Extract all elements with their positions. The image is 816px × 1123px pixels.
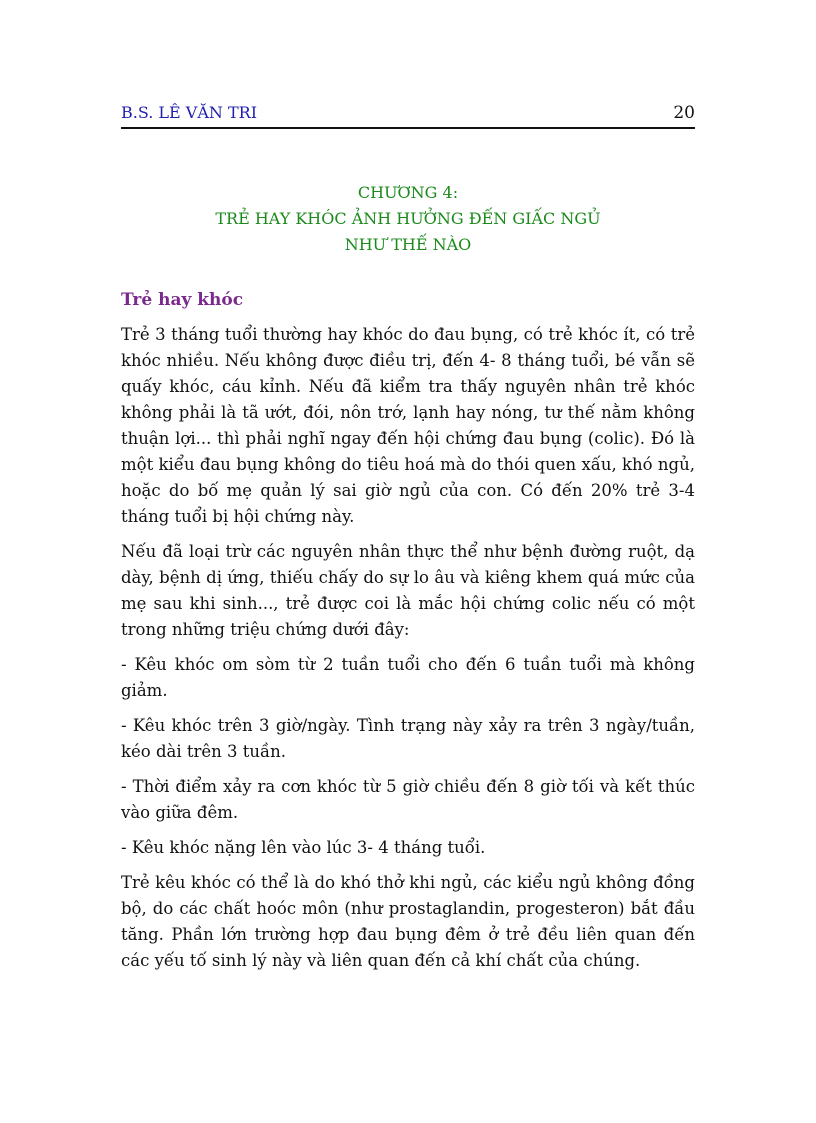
symptom-item: - Thời điểm xảy ra cơn khóc từ 5 giờ chiều đến 8 giờ tối và kết thúc vào giữa đêm. <box>121 777 695 822</box>
paragraph-intro: Trẻ 3 tháng tuổi thường hay khóc do đau bụng, có trẻ khóc ít, có trẻ khóc nhiều. Nếu không được điều trị, đến 4- 8 tháng tuổi, bé vẫn sẽ quấy khóc, cáu kỉnh. Nếu đã kiểm tra thấy nguyên nhân trẻ khóc không phải là tã ướt, đói, nôn trớ, lạnh hay nóng, tư thế nằm không thuận lợi... thì phải nghĩ ngay đến hội chứng đau bụng (colic). Đó là một kiểu đau bụng không do tiêu hoá mà do thói quen xấu, khó ngủ, hoặc do bố mẹ quản lý sai giờ ngủ của con. Có đến 20% trẻ 3-4 tháng tuổi bị hội chứng này. <box>121 325 695 526</box>
chapter-title-line-1: TRẺ HAY KHÓC ẢNH HƯỞNG ĐẾN GIẤC NGỦ <box>215 209 601 228</box>
running-header <box>121 101 695 129</box>
body-text <box>121 322 695 983</box>
chapter-title-block <box>121 180 695 258</box>
header-author: B.S. LÊ VĂN TRI <box>121 103 258 122</box>
paragraph-diagnosis: Nếu đã loại trừ các nguyên nhân thực thể như bệnh đường ruột, dạ dày, bệnh dị ứng, thiếu chấy do sự lo âu và kiêng khem quá mức của mẹ sau khi sinh..., trẻ được coi là mắc hội chứng colic nếu có một trong những triệu chứng dưới đây: <box>121 542 695 639</box>
symptom-item: - Kêu khóc om sòm từ 2 tuần tuổi cho đến 6 tuần tuổi mà không giảm. <box>121 655 695 700</box>
chapter-label: CHƯƠNG 4: <box>357 183 459 202</box>
symptom-item: - Kêu khóc trên 3 giờ/ngày. Tình trạng này xảy ra trên 3 ngày/tuần, kéo dài trên 3 tuần. <box>121 716 695 761</box>
page-number: 20 <box>673 103 695 123</box>
paragraph-causes: Trẻ kêu khóc có thể là do khó thở khi ngủ, các kiểu ngủ không đồng bộ, do các chất hoóc môn (như prostaglandin, progesteron) bắt đầu tăng. Phần lớn trường hợp đau bụng đêm ở trẻ đều liên quan đến các yếu tố sinh lý này và liên quan đến cả khí chất của chúng. <box>121 873 695 970</box>
section-heading: Trẻ hay khóc <box>121 290 244 310</box>
symptom-item: - Kêu khóc nặng lên vào lúc 3- 4 tháng tuổi. <box>121 838 486 857</box>
chapter-title-line-2: NHƯ THẾ NÀO <box>344 235 472 254</box>
